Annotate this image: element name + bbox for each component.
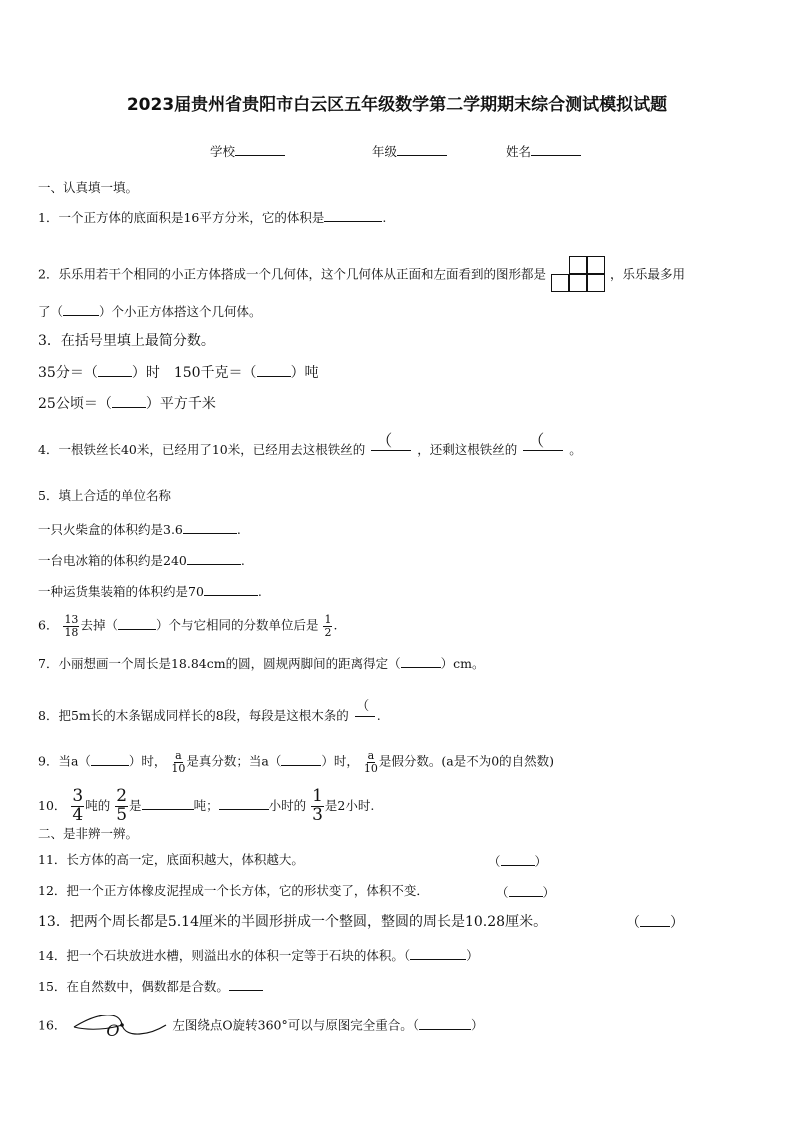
answer-blank[interactable] bbox=[142, 798, 194, 810]
fraction: $\frac{1}{2}$ bbox=[324, 613, 332, 639]
answer-blank[interactable] bbox=[118, 618, 156, 630]
fraction: $\frac{a}{10}$ bbox=[171, 749, 186, 775]
curve-figure: O bbox=[70, 1015, 168, 1037]
three-view-figure bbox=[550, 256, 606, 294]
judge-bracket[interactable]: （ ） bbox=[488, 854, 548, 869]
question-16: 16． O 左图绕点O旋转360°可以与原图完全重合。（ ） bbox=[38, 1015, 484, 1037]
blank-fraction[interactable]: （ bbox=[353, 698, 377, 735]
answer-blank[interactable] bbox=[112, 396, 146, 408]
question-5b: 一台电冰箱的体积约是240 . bbox=[38, 553, 245, 568]
answer-blank[interactable] bbox=[98, 365, 132, 377]
answer-blank[interactable] bbox=[219, 798, 269, 810]
answer-blank[interactable] bbox=[183, 522, 237, 534]
school-field[interactable]: 学校 bbox=[210, 142, 285, 160]
answer-blank[interactable] bbox=[410, 948, 466, 960]
grade-field[interactable]: 年级 bbox=[372, 142, 447, 160]
blank-fraction[interactable]: （ bbox=[369, 432, 413, 469]
section-1-heading: 一、认真填一填。 bbox=[38, 180, 139, 195]
question-13: 13．把两个周长都是5.14厘米的半圆形拼成一个整圆，整圆的周长是10.28厘米。 （ ） bbox=[38, 914, 684, 931]
name-field[interactable]: 姓名 bbox=[506, 142, 581, 160]
blank-fraction[interactable]: （ bbox=[521, 432, 565, 469]
question-11: 11．长方体的高一定，底面积越大，体积越大。 （ ） bbox=[38, 852, 548, 869]
question-1: 1．一个正方体的底面积是16平方分米，它的体积是 . bbox=[38, 210, 387, 225]
fraction: $\frac{a}{10}$ bbox=[363, 749, 378, 775]
question-6: 6． $\frac{13}{18}$ 去掉（ ）个与它相同的分数单位后是 $\frac{1}{2}$ . bbox=[38, 613, 338, 639]
question-4: 4．一根铁丝长40米，已经用了10米，已经用去这根铁丝的 （ ，还剩这根铁丝的 （ 。 bbox=[38, 432, 582, 469]
section-2-heading: 二、是非辨一辨。 bbox=[38, 826, 139, 841]
answer-blank[interactable] bbox=[257, 365, 291, 377]
fraction: $\frac{1}{3}$ bbox=[312, 786, 323, 825]
question-5: 5．填上合适的单位名称 bbox=[38, 488, 171, 503]
answer-blank[interactable] bbox=[229, 979, 263, 991]
fraction: $\frac{3}{4}$ bbox=[72, 786, 84, 825]
answer-blank[interactable] bbox=[281, 754, 321, 766]
question-12: 12．把一个正方体橡皮泥捏成一个长方体，它的形状变了，体积不变． （ ） bbox=[38, 883, 556, 900]
fraction: $\frac{2}{5}$ bbox=[116, 786, 128, 825]
question-9: 9．当a（ ）时， $\frac{a}{10}$ 是真分数；当a（ ）时， $\frac{a}{10}$ 是假分数。(a是不为0的自然数) bbox=[38, 749, 555, 775]
question-14: 14．把一个石块放进水槽，则溢出水的体积一定等于石块的体积。（ ） bbox=[38, 948, 479, 963]
question-2-cont: 了（ ）个小正方体搭这个几何体。 bbox=[38, 304, 262, 319]
question-3b: 25公顷＝（ ）平方千米 bbox=[38, 396, 216, 412]
page-title: 2023届贵州省贵阳市白云区五年级数学第二学期期末综合测试模拟试题 bbox=[126, 95, 668, 115]
answer-blank[interactable] bbox=[419, 1018, 471, 1030]
answer-blank[interactable] bbox=[324, 210, 382, 222]
question-3: 3．在括号里填上最简分数。 bbox=[38, 333, 215, 349]
answer-blank[interactable] bbox=[91, 754, 129, 766]
judge-bracket[interactable]: （ ） bbox=[626, 915, 684, 931]
question-2: 2．乐乐用若干个相同的小正方体搭成一个几何体，这个几何体从正面和左面看到的图形都是 ，乐乐最多用 bbox=[38, 256, 685, 294]
judge-bracket[interactable]: （ ） bbox=[496, 885, 556, 900]
question-7: 7．小丽想画一个周长是18.84cm的圆，圆规两脚间的距离得定（ ）cm。 bbox=[38, 656, 485, 671]
answer-blank[interactable] bbox=[401, 656, 441, 668]
question-8: 8．把5m长的木条锯成同样长的8段，每段是这根木条的 （ . bbox=[38, 698, 381, 735]
question-10: 10． $\frac{3}{4}$ 吨的 $\frac{2}{5}$ 是 吨； 小时的 $\frac{1}{3}$ 是2小时. bbox=[38, 786, 375, 825]
answer-blank[interactable] bbox=[204, 584, 258, 596]
question-5a: 一只火柴盒的体积约是3.6 . bbox=[38, 522, 241, 537]
question-5c: 一种运货集装箱的体积约是70 . bbox=[38, 584, 262, 599]
fraction: $\frac{13}{18}$ bbox=[64, 613, 79, 639]
answer-blank[interactable] bbox=[187, 553, 241, 565]
question-3a: 35分＝（ ）时 150千克＝（ ）吨 bbox=[38, 365, 319, 381]
answer-blank[interactable] bbox=[63, 304, 99, 316]
question-15: 15．在自然数中，偶数都是合数。 bbox=[38, 979, 263, 994]
